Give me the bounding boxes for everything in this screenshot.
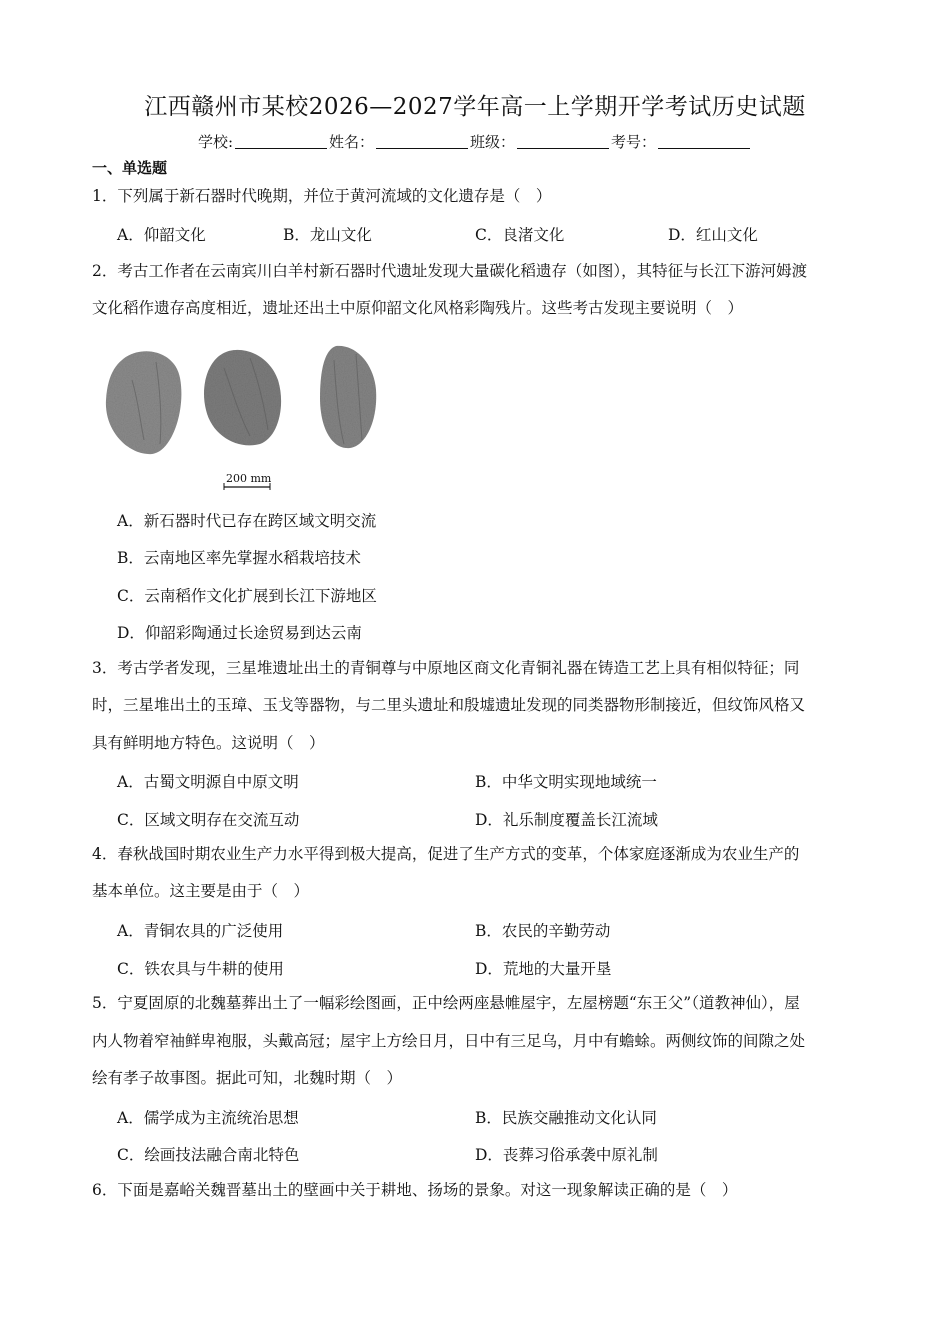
question-4-stem-line-1: 4．春秋战国时期农业生产力水平得到极大提高，促进了生产方式的变革，个体家庭逐渐成为农业生产的	[92, 845, 800, 863]
question-5-stem-line-1: 5．宁夏固原的北魏墓葬出土了一幅彩绘图画，正中绘两座悬帷屋宇，左屋榜题“东王父”（道教神仙），屋	[92, 994, 800, 1012]
question-4-stem-line-2: 基本单位。这主要是由于（ ）	[92, 882, 310, 900]
name-label: 姓名：	[329, 133, 375, 151]
question-3-stem-line-2: 时，三星堆出土的玉璋、玉戈等器物，与二里头遗址和殷墟遗址发现的同类器物形制接近，但纹饰风格又	[92, 696, 806, 714]
rice-grain-3	[320, 346, 376, 448]
question-3-option-a[interactable]: A．古蜀文明源自中原文明	[117, 773, 299, 791]
student-info-line	[0, 131, 950, 152]
question-3-stem-line-1: 3．考古学者发现，三星堆遗址出土的青铜尊与中原地区商文化青铜礼器在铸造工艺上具有相似特征；同	[92, 659, 800, 677]
question-5-stem-line-2: 内人物着窄袖鲜卑袍服，头戴高冠；屋宇上方绘日月，日中有三足乌，月中有蟾蜍。两侧纹饰的间隙之处	[92, 1032, 806, 1050]
question-5-option-b[interactable]: B．民族交融推动文化认同	[475, 1109, 657, 1127]
question-5-option-c[interactable]: C．绘画技法融合南北特色	[117, 1146, 300, 1164]
question-3-stem-line-3: 具有鲜明地方特色。这说明（ ）	[92, 734, 325, 752]
school-label: 学校:	[197, 133, 233, 151]
question-5-option-a[interactable]: A．儒学成为主流统治思想	[117, 1109, 299, 1127]
question-4-option-b[interactable]: B．农民的辛勤劳动	[475, 922, 611, 940]
scale-bar-label: 200 mm	[226, 472, 272, 485]
question-2-stem-line-1: 2．考古工作者在云南宾川白羊村新石器时代遗址发现大量碳化稻遗存（如图），其特征与长江下游河姆渡	[92, 262, 808, 280]
question-1-option-b[interactable]: B．龙山文化	[283, 226, 372, 244]
page-title: 江西赣州市某校2026—2027学年高一上学期开学考试历史试题	[144, 94, 806, 120]
question-3-option-d[interactable]: D．礼乐制度覆盖长江流域	[475, 811, 658, 829]
exam-no-label: 考号：	[611, 133, 657, 151]
carbonized-rice-figure	[100, 340, 390, 490]
question-2-option-a[interactable]: A．新石器时代已存在跨区域文明交流	[117, 512, 377, 530]
carbonized-rice-grains-image	[100, 340, 390, 490]
question-1-option-a[interactable]: A．仰韶文化	[117, 226, 206, 244]
question-2-option-d[interactable]: D．仰韶彩陶通过长途贸易到达云南	[117, 624, 362, 642]
question-2-option-b[interactable]: B．云南地区率先掌握水稻栽培技术	[117, 549, 361, 567]
question-5-option-d[interactable]: D．丧葬习俗承袭中原礼制	[475, 1146, 658, 1164]
question-6-stem: 6．下面是嘉峪关魏晋墓出土的壁画中关于耕地、扬场的景象。对这一现象解读正确的是（ ）	[92, 1181, 738, 1199]
rice-grain-2	[204, 350, 281, 446]
question-1-option-c[interactable]: C．良渚文化	[475, 226, 565, 244]
class-label: 班级：	[470, 133, 516, 151]
school-blank[interactable]	[235, 134, 327, 149]
question-2-stem-line-2: 文化稻作遗存高度相近，遗址还出土中原仰韶文化风格彩陶残片。这些考古发现主要说明（ ）	[92, 299, 744, 317]
question-2-option-c[interactable]: C．云南稻作文化扩展到长江下游地区	[117, 587, 377, 605]
question-1-option-d[interactable]: D．红山文化	[668, 226, 758, 244]
class-blank[interactable]	[517, 134, 609, 149]
question-5-stem-line-3: 绘有孝子故事图。据此可知，北魏时期（ ）	[92, 1069, 403, 1087]
question-1-stem: 1．下列属于新石器时代晚期，并位于黄河流域的文化遗存是（ ）	[92, 187, 552, 205]
question-4-option-c[interactable]: C．铁农具与牛耕的使用	[117, 960, 284, 978]
section-title: 一、单选题	[92, 159, 168, 177]
exam-no-blank[interactable]	[658, 134, 750, 149]
question-3-option-b[interactable]: B．中华文明实现地域统一	[475, 773, 657, 791]
question-4-option-a[interactable]: A．青铜农具的广泛使用	[117, 922, 284, 940]
question-4-option-d[interactable]: D．荒地的大量开垦	[475, 960, 612, 978]
name-blank[interactable]	[376, 134, 468, 149]
question-3-option-c[interactable]: C．区域文明存在交流互动	[117, 811, 300, 829]
